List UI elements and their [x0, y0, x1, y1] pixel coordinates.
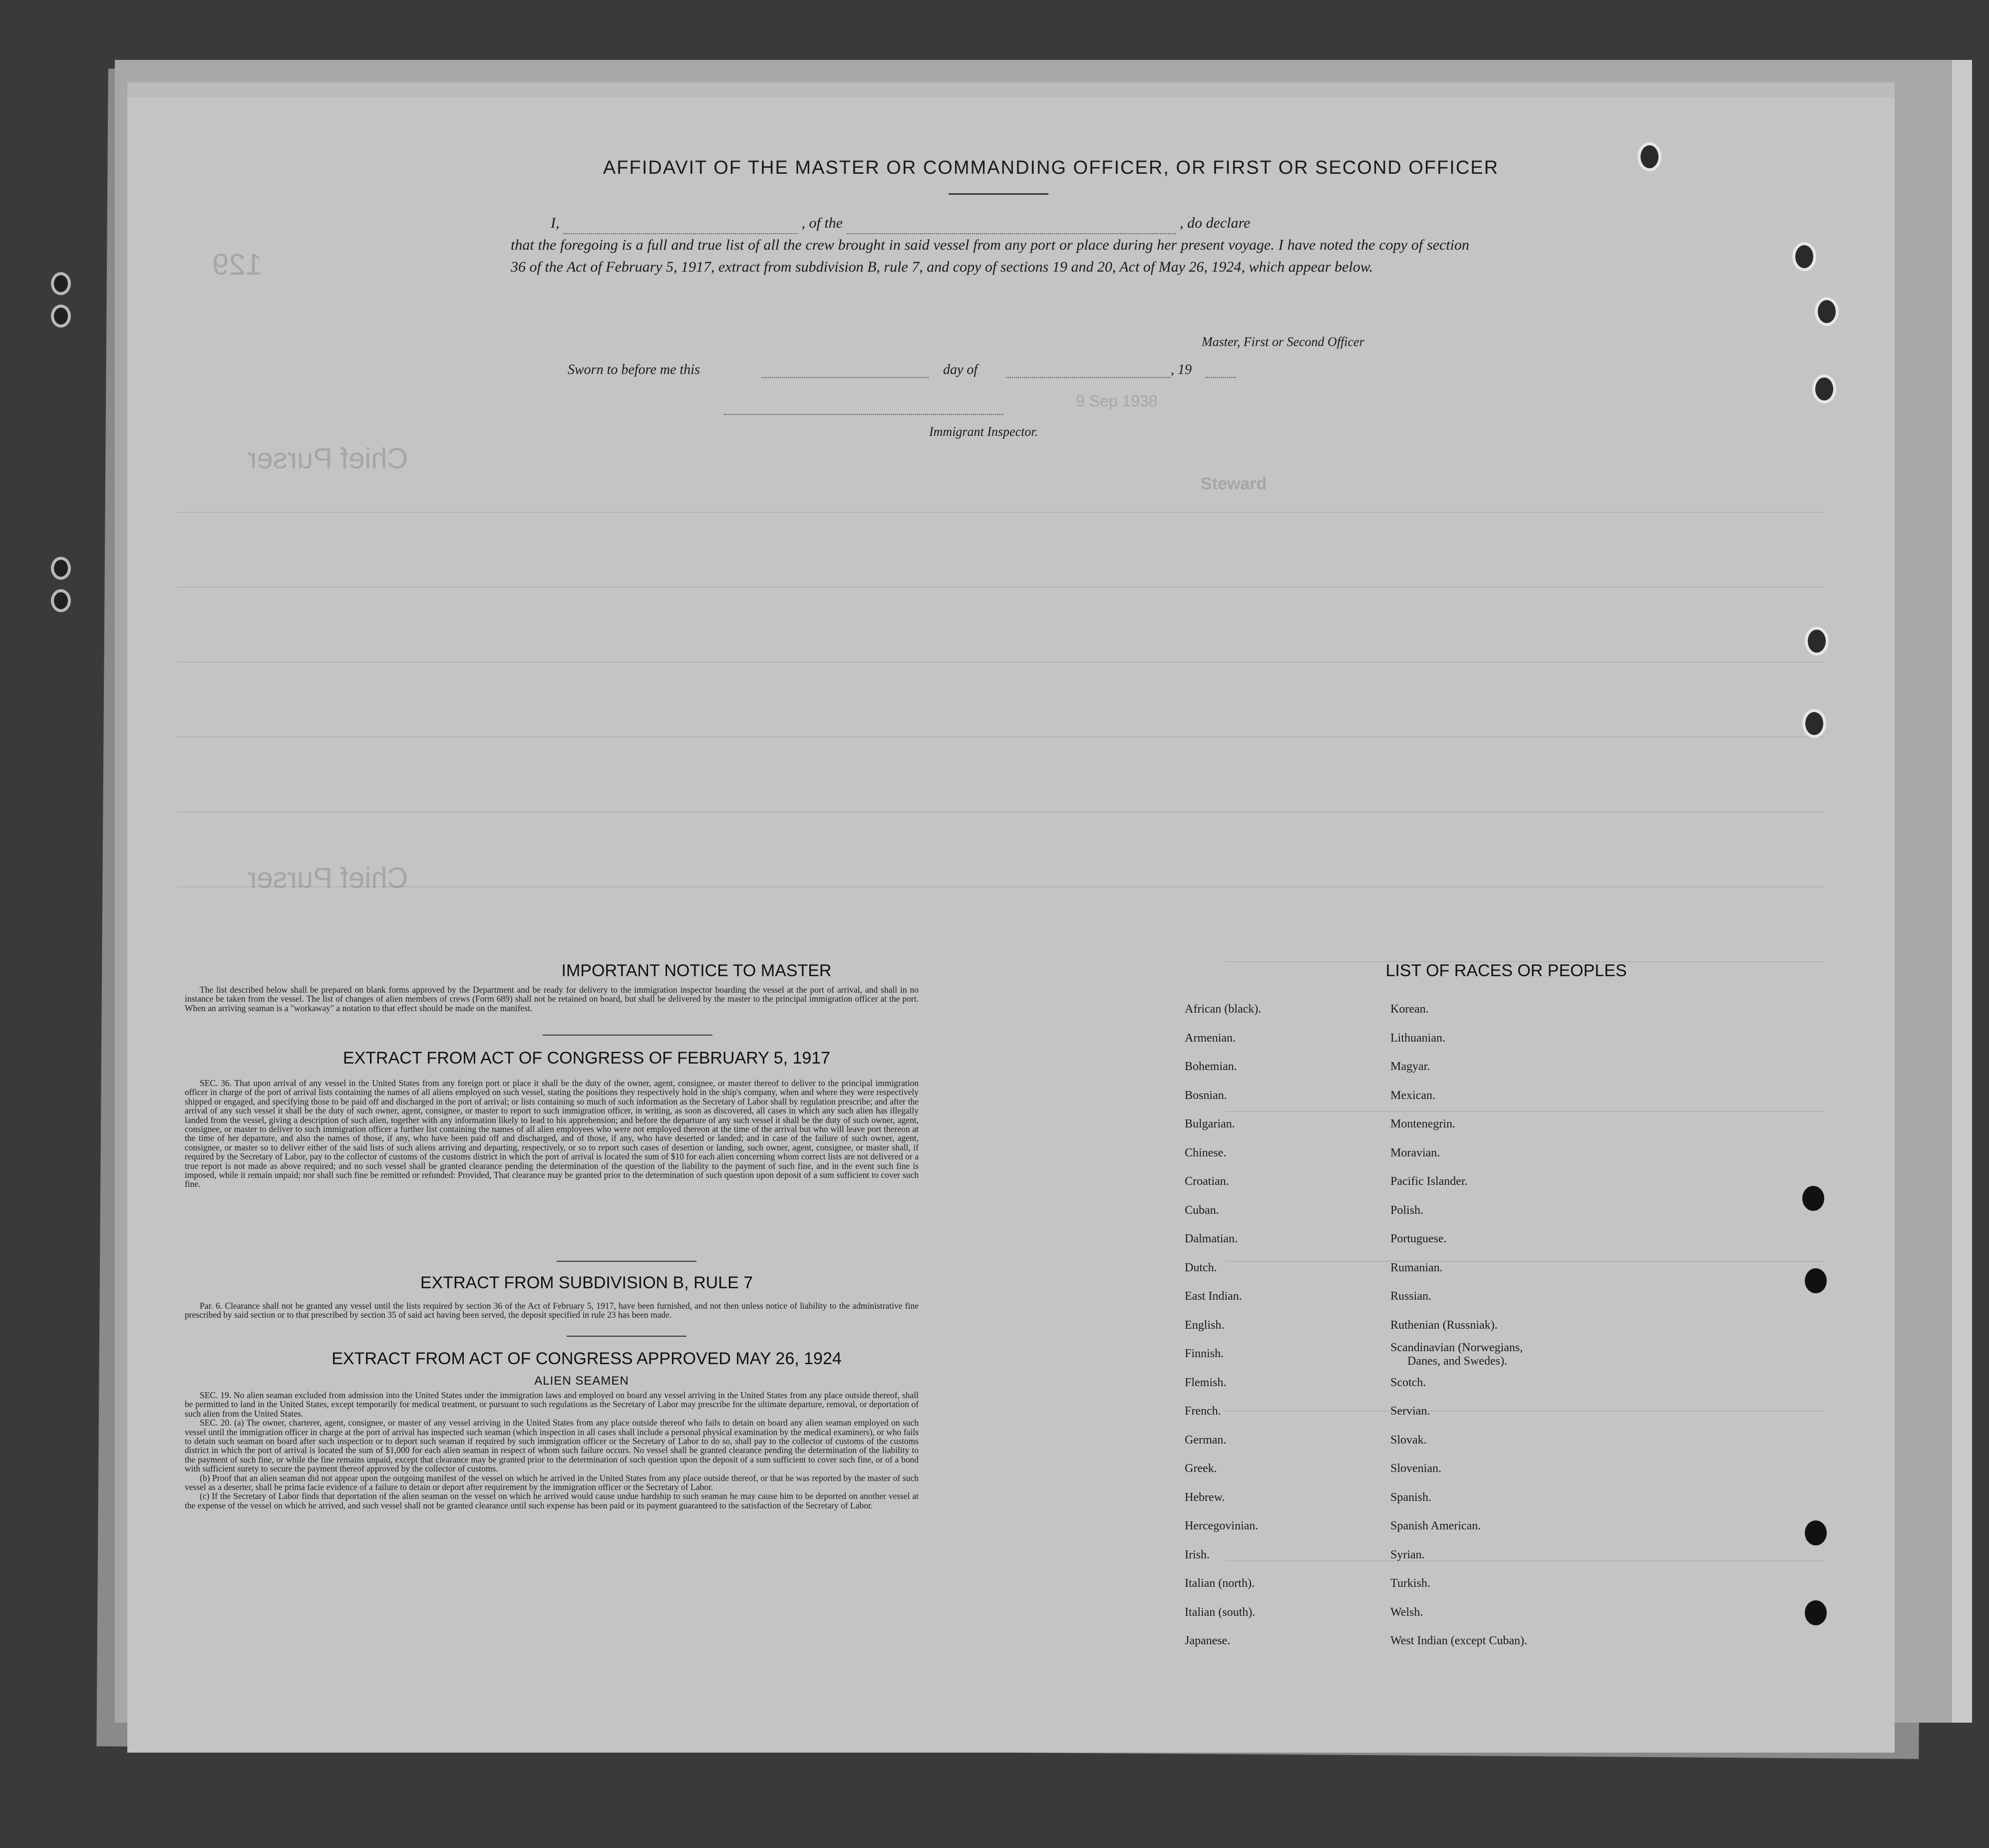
notice-text [185, 985, 919, 1013]
race-item: French. [1185, 1405, 1221, 1418]
punch-hole [1802, 1186, 1824, 1211]
race-item: Russian. [1390, 1290, 1432, 1303]
punch-hole [1805, 1520, 1827, 1545]
race-item: Korean. [1390, 1003, 1429, 1016]
race-item: Slovak. [1390, 1433, 1427, 1447]
race-item: Japanese. [1185, 1634, 1231, 1647]
race-item: Turkish. [1390, 1577, 1430, 1590]
sec20a-paragraph: SEC. 20. (a) The owner, charterer, agent, consignee, or master of any vessel arriving in the United States from any place outside thereof who fails to detain on board any alien seaman employed on such vessel until the immigration officer in charge at the port of arrival has inspected such seaman (which inspection in all cases shall include a personal physical examination by the medical examiners), or who fails to detain such seaman on board after such inspection or to deport such seaman if required by such immigration officer or the Secretary of Labor to do so, shall pay to the collector of customs of the customs district in which the port of arrival is located the sum of $1,000 for each alien seaman in respect of whom such failure occurs. No vessel shall be granted clearance pending the determination of the liability to the payment of such fine, or while the fine remains unpaid, except that clearance may be granted prior to the determination of such question upon the deposit of a sum sufficient to cover such fine, or of a bond with sufficient surety to secure the payment thereof approved by the collector of customs. [185, 1418, 919, 1474]
par6-paragraph: Par. 6. Clearance shall not be granted any vessel until the lists required by section 36 of the Act of February 5, 1917, have been furnished, and not then unless notice of liability to the administrative fine prescribed by said section or to that prescribed by section 35 of said act having been served, the deposit specified in rule 23 has been made. [185, 1301, 919, 1320]
race-item: Syrian. [1390, 1548, 1425, 1561]
affidavit-body: that the foregoing is a full and true list of all the crew brought in said vessel from any port or place during her present voyage. I have noted the copy of section 36 of the Act of February 5, 1917, extract from subdivision B, rule 7, and copy of sections 19 and 20, Act of May 26, 1924, which appear below. [511, 237, 1469, 275]
race-item: Croatian. [1185, 1175, 1229, 1188]
affidavit-title: AFFIDAVIT OF THE MASTER OR COMMANDING OFFICER, OR FIRST OR SECOND OFFICER [603, 157, 1499, 178]
declare-suffix: , do declare [1180, 215, 1251, 231]
race-item: Slovenian. [1390, 1462, 1441, 1475]
races-title: LIST OF RACES OR PEOPLES [1385, 961, 1627, 980]
vessel-name-field[interactable] [847, 220, 1176, 234]
bleed-rule [177, 587, 1825, 588]
race-item: Hercegovinian. [1185, 1519, 1259, 1532]
bleed-stamp-date: 9 Sep 1938 [1076, 392, 1158, 410]
bleed-rule [177, 737, 1825, 738]
bleed-label-chief-purser: Chief Purser [247, 442, 408, 475]
edge-hole [51, 557, 71, 580]
title-rule [949, 193, 1048, 195]
race-item: Mexican. [1390, 1089, 1435, 1102]
race-item: Spanish American. [1390, 1519, 1481, 1532]
race-item: Spanish. [1390, 1490, 1432, 1504]
race-item: Italian (north). [1185, 1577, 1255, 1590]
race-item: Flemish. [1185, 1376, 1227, 1389]
extract-rule7-text [185, 1301, 919, 1320]
race-item: Rumanian. [1390, 1261, 1443, 1274]
vessel-label: , of the [801, 215, 843, 231]
race-item: Bulgarian. [1185, 1117, 1235, 1130]
declarant-prefix: I, [551, 215, 560, 231]
master-signature-label: Master, First or Second Officer [1202, 335, 1364, 349]
inspector-signature-field[interactable] [724, 413, 1003, 415]
bleed-rule [177, 662, 1825, 663]
race-item: Montenegrin. [1390, 1117, 1455, 1130]
punch-hole [1815, 297, 1839, 326]
race-item: Armenian. [1185, 1031, 1236, 1045]
year-label: , 19 [1171, 362, 1192, 377]
punch-hole [1805, 1268, 1827, 1293]
manifest-page [127, 82, 1895, 1753]
punch-hole [1805, 1600, 1827, 1625]
race-item: Welsh. [1390, 1605, 1423, 1619]
race-item: German. [1185, 1433, 1227, 1447]
race-item: Irish. [1185, 1548, 1210, 1561]
race-item: Magyar. [1390, 1060, 1430, 1073]
punch-hole [1812, 374, 1836, 403]
inspector-label: Immigrant Inspector. [929, 424, 1038, 439]
day-of-label: day of [943, 362, 978, 377]
race-item: Servian. [1390, 1405, 1430, 1418]
bleed-rule [177, 512, 1825, 513]
race-item: Bohemian. [1185, 1060, 1237, 1073]
affidavit-declaration [511, 212, 1469, 278]
sec19-paragraph: SEC. 19. No alien seaman excluded from admission into the United States under the immigration laws and employed on board any vessel arriving in the United States from any place outside thereof, shall be permitted to land in the United States, except temporarily for medical treatment, or pursuant to such regulations as the Secretary of Labor may prescribe for the ultimate departure, removal, or deportation of such alien from the United States. [185, 1390, 919, 1419]
race-item: Italian (south). [1185, 1605, 1256, 1619]
race-item: African (black). [1185, 1003, 1262, 1016]
sworn-year-field[interactable] [1206, 376, 1236, 378]
sec36-paragraph: SEC. 36. That upon arrival of any vessel in the United States from any foreign port or place it shall be the duty of the owner, agent, consignee, or master thereof to deliver to the principal immigration officer in charge of the port of arrival lists containing the names of all aliens employed on such vessel, stating the positions they respectively hold in the ship's company, when and where they were respectively shipped or engaged, and specifying those to be paid off and discharged in the port of arrival; or lists containing so much of such information as the Secretary of Labor shall by regulation prescribe; and after the arrival of any such vessel it shall be the duty of such owner, agent, consignee, or master to report to such immigration officer, in writing, as soon as discovered, all cases in which any such alien has illegally landed from the vessel, giving a description of such alien, together with any information likely to lead to his apprehension; and before the departure of any such vessel it shall be the duty of such owner, agent, consignee, or master to deliver to such immigration officer a further list containing the names of all alien employees who were not employed thereon at the time of the arrival but who will leave port thereon at the time of her departure, and also the names of those, if any, who have been paid off and discharged, and of those, if any, who have deserted or landed; and in case of the failure of such owner, agent, consignee, or master so to deliver either of the said lists of such aliens arriving and departing, respectively, or so to report such cases of desertion or landing, such owner, agent, consignee, or master shall, if required by the Secretary of Labor, pay to the collector of customs of the customs district in which the port of arrival is located the sum of $10 for each alien concerning whom correct lists are not delivered or a true report is not made as above required; and no such vessel shall be granted clearance pending the determination of the question of the liability to the payment of such fine, and in the event such fine is imposed, while it remain unpaid; nor shall such fine be remitted or refunded: Provided, That clearance may be granted prior to the determination of such question upon deposit of a sum sufficient to cover such fine. [185, 1078, 919, 1189]
races-column-1 [1185, 995, 1261, 1656]
extract-1917-text [185, 1079, 919, 1189]
race-item: Moravian. [1390, 1146, 1440, 1159]
race-item: Finnish. [1185, 1347, 1224, 1360]
extract-rule7-title: EXTRACT FROM SUBDIVISION B, RULE 7 [420, 1273, 753, 1292]
sec20c-paragraph: (c) If the Secretary of Labor finds that deportation of the alien seaman on the vessel on which he arrived would cause undue hardship to such seaman he may cause him to be deported on another vessel at the expense of the vessel on which he arrived, and such vessel shall not be granted clearance until such expense has been paid or its payment guaranteed to the satisfaction of the Secretary of Labor. [185, 1491, 919, 1510]
page-top-edge [127, 82, 1895, 97]
declarant-name-field[interactable] [563, 220, 798, 234]
bleed-number: 129 [212, 248, 263, 281]
alien-seamen-subtitle: ALIEN SEAMEN [534, 1374, 629, 1388]
bleed-steward: Steward [1201, 474, 1267, 493]
race-item: Ruthenian (Russniak). [1390, 1318, 1498, 1332]
race-item: Dutch. [1185, 1261, 1217, 1274]
sworn-month-field[interactable] [1006, 376, 1171, 378]
race-item: Scandinavian (Norwegians, Danes, and Swedes). [1390, 1341, 1523, 1368]
sworn-day-field[interactable] [761, 376, 929, 378]
separator [567, 1336, 686, 1337]
bleed-label-chief-purser-2: Chief Purser [247, 862, 408, 894]
bleed-rule [177, 811, 1825, 812]
notice-title: IMPORTANT NOTICE TO MASTER [561, 961, 832, 980]
extract-1917-title: EXTRACT FROM ACT OF CONGRESS OF FEBRUARY 5, 1917 [342, 1049, 831, 1068]
race-item: Bosnian. [1185, 1089, 1227, 1102]
race-item: Portuguese. [1390, 1232, 1447, 1245]
extract-1924-text [185, 1391, 919, 1510]
race-item: West Indian (except Cuban). [1390, 1634, 1527, 1647]
race-item: Cuban. [1185, 1203, 1219, 1217]
bleed-rule [177, 886, 1825, 887]
race-item: Hebrew. [1185, 1490, 1225, 1504]
race-item: Pacific Islander. [1390, 1175, 1468, 1188]
race-item: English. [1185, 1318, 1225, 1332]
edge-hole [51, 589, 71, 612]
races-column-2 [1390, 995, 1527, 1656]
punch-hole [1638, 142, 1661, 171]
notice-paragraph: The list described below shall be prepared on blank forms approved by the Department and be ready for delivery to the immigration inspector boarding the vessel at the port of arrival, and shall in no instance be taken from the vessel. The list of changes of alien members of crews (Form 689) shall not be retained on board, but shall be delivered by the master to the principal immigration officer at the port. When an arriving seaman is a "workaway" a notation to that effect should be made on the manifest. [185, 985, 919, 1013]
race-item: Scotch. [1390, 1376, 1426, 1389]
race-item: East Indian. [1185, 1290, 1242, 1303]
edge-hole [51, 305, 71, 328]
race-item: Dalmatian. [1185, 1232, 1238, 1245]
separator [557, 1261, 696, 1262]
separator [543, 1035, 712, 1036]
race-item: Polish. [1390, 1203, 1424, 1217]
race-item: Greek. [1185, 1462, 1217, 1475]
race-item: Chinese. [1185, 1146, 1227, 1159]
punch-hole [1805, 627, 1829, 656]
punch-hole [1802, 709, 1826, 738]
edge-hole [51, 272, 71, 295]
sworn-label: Sworn to before me this [568, 362, 700, 377]
sec20b-paragraph: (b) Proof that an alien seaman did not appear upon the outgoing manifest of the vessel on which he arrived in the United States from any place outside thereof, or that he was reported by the master of such vessel as a deserter, shall be prima facie evidence of a failure to detain or deport after requirement by the immigration officer or the Secretary of Labor. [185, 1473, 919, 1492]
extract-1924-title: EXTRACT FROM ACT OF CONGRESS APPROVED MAY 26, 1924 [332, 1349, 842, 1368]
punch-hole [1792, 242, 1816, 271]
race-item: Lithuanian. [1390, 1031, 1445, 1045]
